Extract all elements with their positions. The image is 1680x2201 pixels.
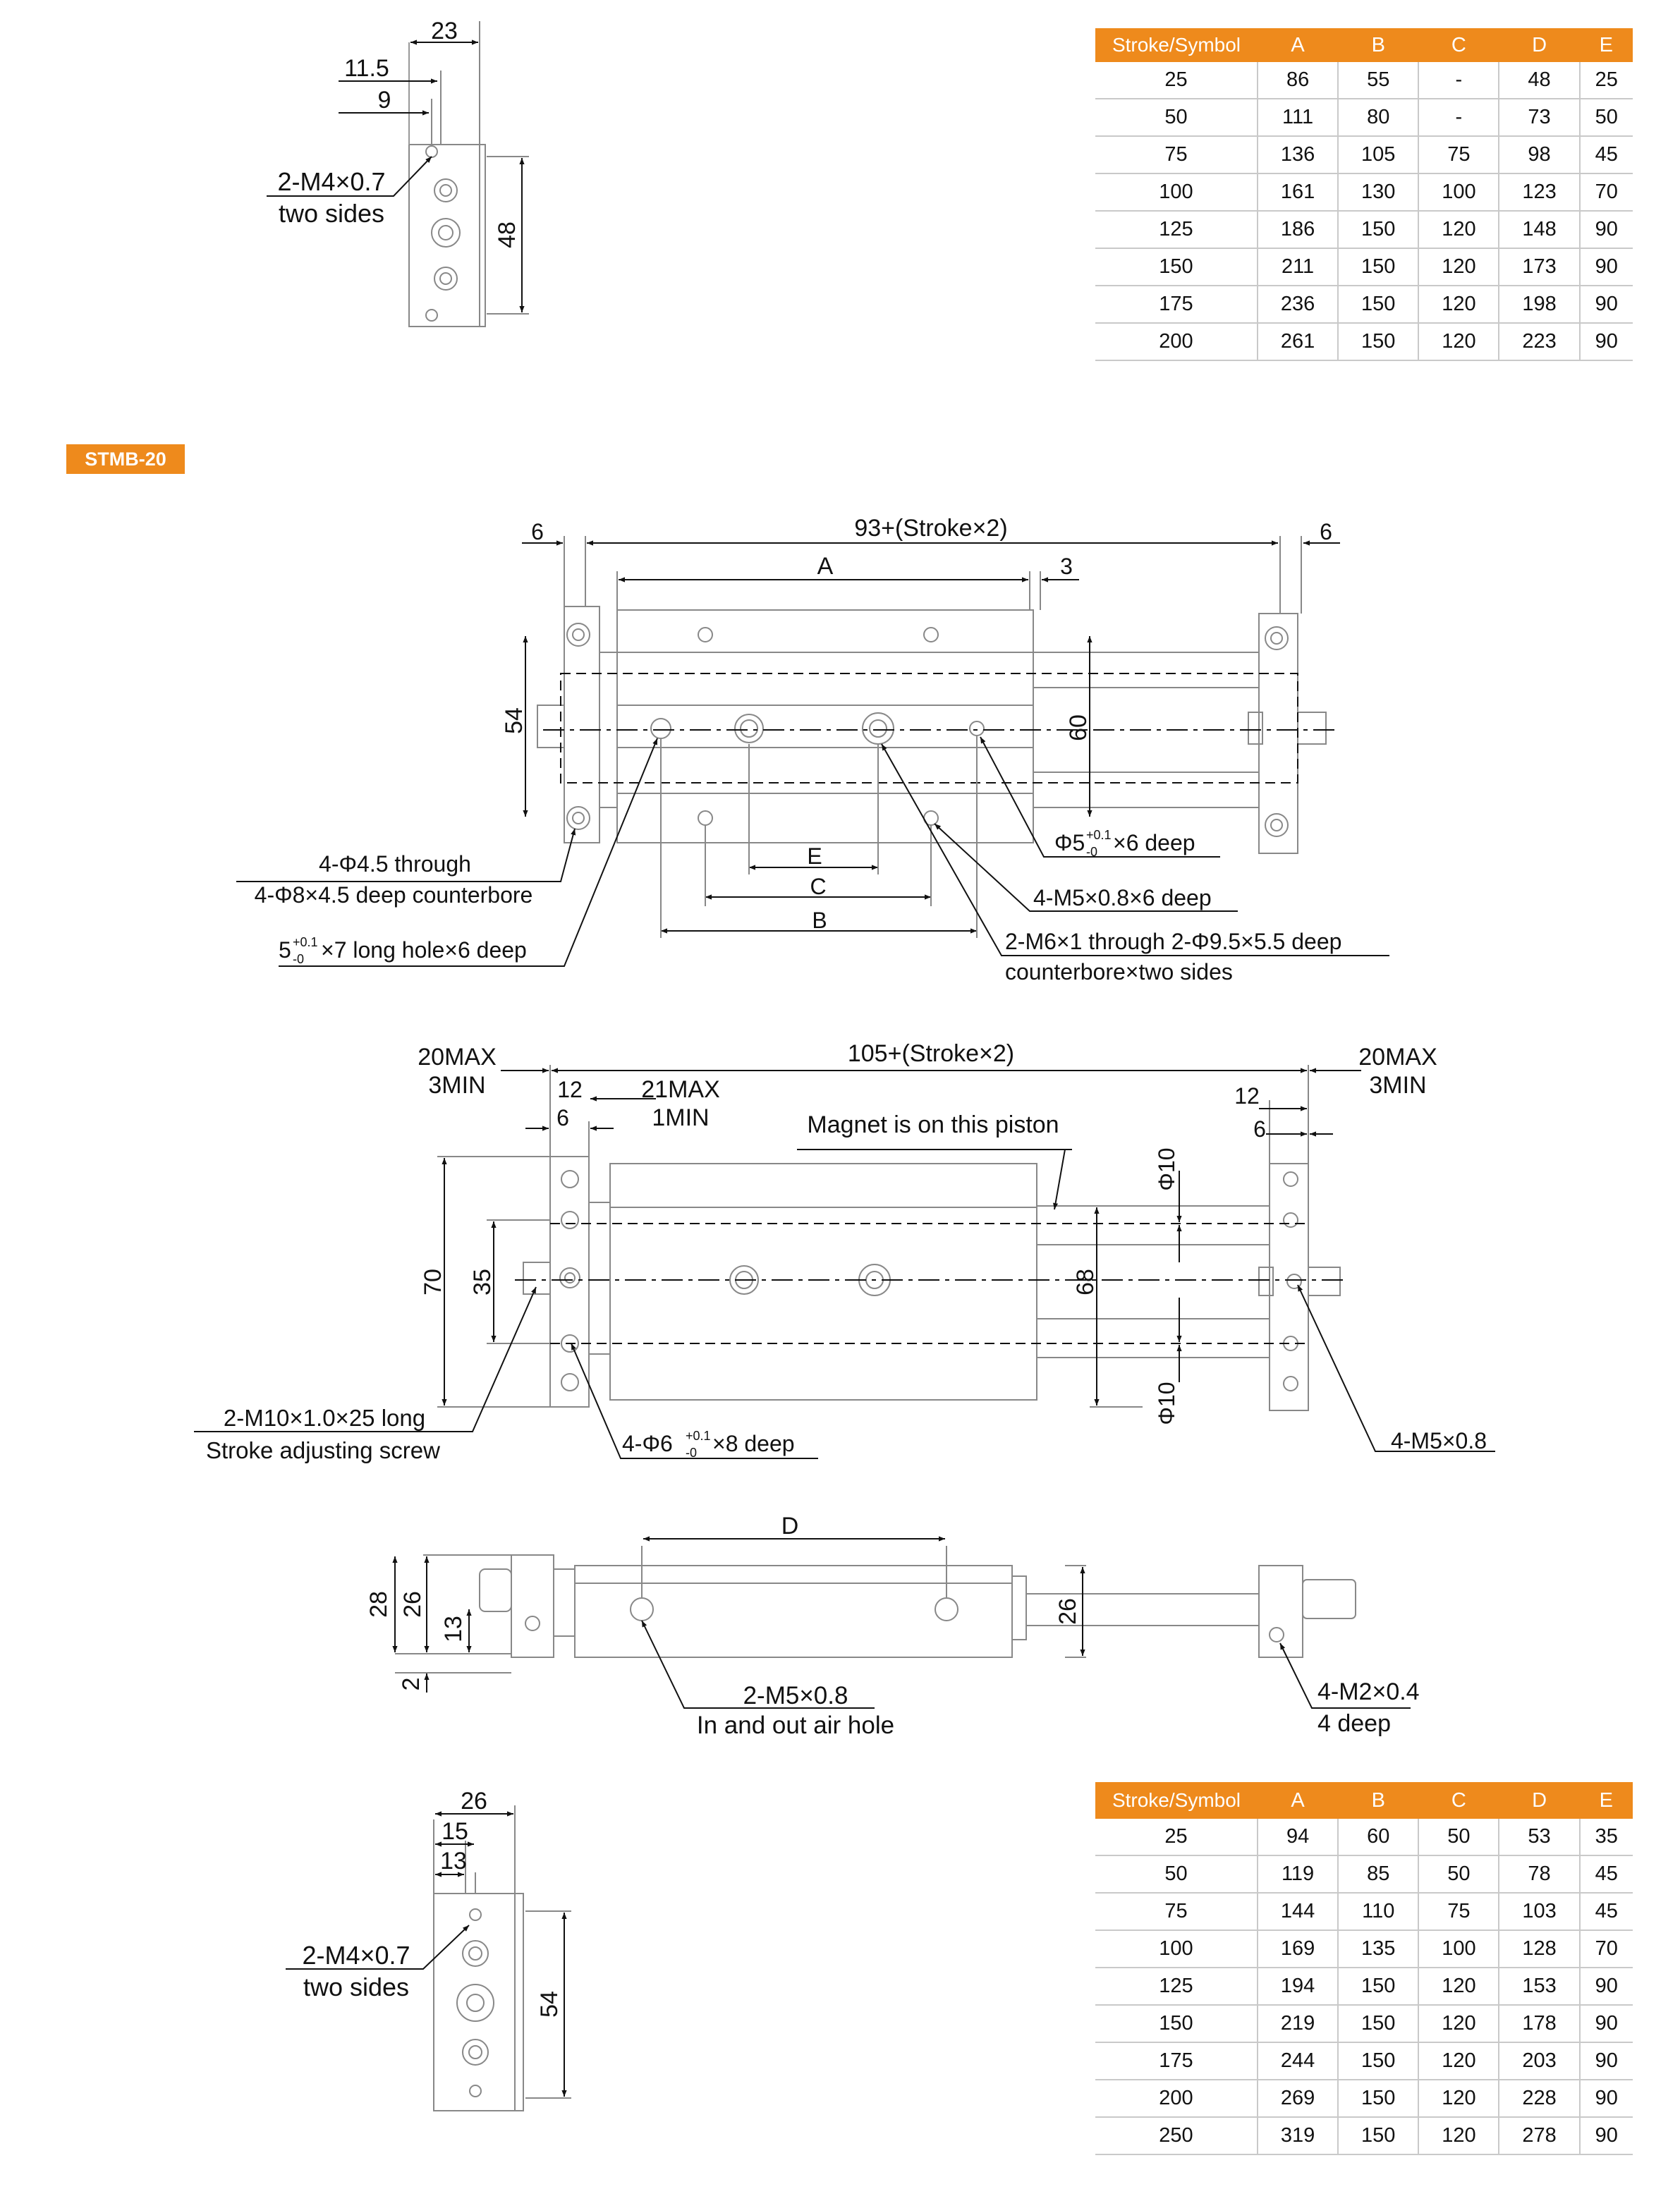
table-row xyxy=(1095,1893,1633,1930)
table-cell: 120 xyxy=(1418,211,1499,248)
table-cell: 319 xyxy=(1258,2117,1338,2154)
left-max-label: 20MAX xyxy=(418,1044,497,1071)
table-cell: 198 xyxy=(1499,286,1579,323)
table-cell: 150 xyxy=(1338,323,1418,360)
table-cell: 100 xyxy=(1095,1930,1258,1968)
table-row xyxy=(1095,1855,1633,1893)
screw-callout-2: Stroke adjusting screw xyxy=(206,1437,440,1463)
right-max-label: 20MAX xyxy=(1358,1044,1437,1071)
table-cell: 136 xyxy=(1258,136,1338,173)
table-cell: 125 xyxy=(1095,1968,1258,2005)
bottom-end-callout-line2: two sides xyxy=(303,1973,410,2001)
table-cell: 45 xyxy=(1580,1855,1633,1893)
table-row xyxy=(1095,286,1633,323)
dimension-table-2 xyxy=(1095,1782,1633,2155)
table-cell: 135 xyxy=(1338,1930,1418,1968)
table-row xyxy=(1095,2080,1633,2117)
top-end-view xyxy=(409,21,529,327)
table-cell: - xyxy=(1418,62,1499,99)
air-hole-callout-1: 2-M5×0.8 xyxy=(743,1682,848,1709)
top-view-dashed xyxy=(543,673,1340,783)
table-cell: 25 xyxy=(1095,1819,1258,1855)
phi6-callout-tol-up: +0.1 xyxy=(686,1429,711,1443)
front-view xyxy=(395,1555,1356,1673)
long-hole-callout-base: 5 xyxy=(279,937,291,963)
side-view-dashed xyxy=(515,1224,1347,1343)
table-cell: 120 xyxy=(1418,2042,1499,2080)
long-hole-callout-text: ×7 long hole×6 deep xyxy=(321,937,527,963)
table-cell: 120 xyxy=(1418,2080,1499,2117)
table-cell: 55 xyxy=(1338,62,1418,99)
side-dim-12: 12 xyxy=(557,1077,583,1102)
table-cell: 194 xyxy=(1258,1968,1338,2005)
magnet-note: Magnet is on this piston xyxy=(807,1111,1059,1138)
table-header-row xyxy=(1095,1782,1633,1819)
table-cell: 119 xyxy=(1258,1855,1338,1893)
table-cell: 75 xyxy=(1095,1893,1258,1930)
table-cell: 75 xyxy=(1095,136,1258,173)
side-dim-phi10-top: Φ10 xyxy=(1154,1147,1179,1191)
m2-callout-2: 4 deep xyxy=(1317,1710,1391,1737)
table-header-cell: C xyxy=(1418,28,1499,62)
top-view-dim-right-6: 6 xyxy=(1320,519,1332,544)
table-cell: 53 xyxy=(1499,1819,1579,1855)
table-cell: 70 xyxy=(1580,1930,1633,1968)
table-cell: 150 xyxy=(1338,1968,1418,2005)
table-cell: 200 xyxy=(1095,2080,1258,2117)
mid-max-label: 21MAX xyxy=(641,1076,720,1103)
dim-23-label: 23 xyxy=(431,18,458,44)
table-row xyxy=(1095,1968,1633,2005)
dim-48-label: 48 xyxy=(494,221,521,248)
top-view-dim-B: B xyxy=(812,908,827,933)
table-header-cell: C xyxy=(1418,1782,1499,1819)
table-cell: 110 xyxy=(1338,1893,1418,1930)
side-m5-callout: 4-M5×0.8 xyxy=(1390,1428,1487,1453)
table-cell: 169 xyxy=(1258,1930,1338,1968)
front-dim-13: 13 xyxy=(440,1616,467,1642)
table-cell: 153 xyxy=(1499,1968,1579,2005)
table-row xyxy=(1095,62,1633,99)
table-cell: 150 xyxy=(1095,248,1258,286)
table-cell: 100 xyxy=(1418,173,1499,211)
phi5-callout-tol-up: +0.1 xyxy=(1086,828,1112,842)
air-hole-callout-2: In and out air hole xyxy=(696,1712,895,1739)
table-cell: 278 xyxy=(1499,2117,1579,2154)
table-row xyxy=(1095,2117,1633,2154)
table-cell: 85 xyxy=(1338,1855,1418,1893)
table-row xyxy=(1095,211,1633,248)
table-cell: 50 xyxy=(1418,1855,1499,1893)
table-cell: 98 xyxy=(1499,136,1579,173)
left-min-label: 3MIN xyxy=(428,1072,486,1099)
m2-callout-1: 4-M2×0.4 xyxy=(1317,1678,1420,1705)
table-cell: 90 xyxy=(1580,2042,1633,2080)
table-cell: 150 xyxy=(1338,211,1418,248)
table-cell: 78 xyxy=(1499,1855,1579,1893)
table-row xyxy=(1095,99,1633,136)
table-cell: 150 xyxy=(1338,2005,1418,2042)
front-dim-2: 2 xyxy=(398,1677,425,1691)
through-hole-callout-2: 4-Φ8×4.5 deep counterbore xyxy=(254,882,533,908)
top-view-dim-E: E xyxy=(807,843,822,869)
table-cell: 100 xyxy=(1418,1930,1499,1968)
table-cell: 269 xyxy=(1258,2080,1338,2117)
table-cell: 120 xyxy=(1418,323,1499,360)
table-cell: 120 xyxy=(1418,286,1499,323)
table-row xyxy=(1095,136,1633,173)
table-cell: 90 xyxy=(1580,323,1633,360)
table-header-cell: Stroke/Symbol xyxy=(1095,28,1258,62)
table-cell: - xyxy=(1418,99,1499,136)
table-cell: 130 xyxy=(1338,173,1418,211)
table-cell: 105 xyxy=(1338,136,1418,173)
m5-callout: 4-M5×0.8×6 deep xyxy=(1033,885,1212,910)
table-cell: 48 xyxy=(1499,62,1579,99)
table-cell: 94 xyxy=(1258,1819,1338,1855)
table-cell: 150 xyxy=(1095,2005,1258,2042)
table-cell: 123 xyxy=(1499,173,1579,211)
bottom-dim-26: 26 xyxy=(461,1788,487,1815)
table-cell: 50 xyxy=(1418,1819,1499,1855)
phi6-callout-rest: ×8 deep xyxy=(712,1431,795,1456)
table-cell: 45 xyxy=(1580,1893,1633,1930)
table-cell: 90 xyxy=(1580,286,1633,323)
table-cell: 150 xyxy=(1338,248,1418,286)
table-cell: 236 xyxy=(1258,286,1338,323)
phi6-callout-base: 4-Φ6 xyxy=(622,1431,673,1456)
top-view-dim-left-6: 6 xyxy=(531,519,544,544)
table-header-cell: E xyxy=(1580,28,1633,62)
right-min-label: 3MIN xyxy=(1369,1072,1427,1099)
side-dim-total: 105+(Stroke×2) xyxy=(847,1040,1015,1067)
phi5-callout-tol-dn: -0 xyxy=(1086,845,1098,859)
table-row xyxy=(1095,2005,1633,2042)
dim-11-5-label: 11.5 xyxy=(344,55,389,82)
table-cell: 223 xyxy=(1499,323,1579,360)
top-view-dim-total: 93+(Stroke×2) xyxy=(854,515,1008,542)
table-cell: 150 xyxy=(1338,2080,1418,2117)
table-cell: 175 xyxy=(1095,2042,1258,2080)
table-row xyxy=(1095,323,1633,360)
side-dim-right-6: 6 xyxy=(1253,1116,1266,1142)
table-cell: 35 xyxy=(1580,1819,1633,1855)
long-hole-callout-tol-dn: -0 xyxy=(293,952,305,966)
bottom-dim-13: 13 xyxy=(440,1848,467,1874)
model-badge: STMB-20 xyxy=(66,444,185,474)
m6-callout-1: 2-M6×1 through 2-Φ9.5×5.5 deep xyxy=(1005,929,1342,954)
side-dim-6: 6 xyxy=(556,1105,569,1130)
table-cell: 244 xyxy=(1258,2042,1338,2080)
table-header-cell: D xyxy=(1499,1782,1579,1819)
table-row xyxy=(1095,1819,1633,1855)
table-cell: 73 xyxy=(1499,99,1579,136)
table-cell: 100 xyxy=(1095,173,1258,211)
front-dim-26-left: 26 xyxy=(399,1591,426,1618)
top-view-dim-54: 54 xyxy=(501,707,528,734)
table-cell: 120 xyxy=(1418,2005,1499,2042)
table-row xyxy=(1095,248,1633,286)
table-cell: 150 xyxy=(1338,286,1418,323)
dimension-table-1 xyxy=(1095,28,1633,361)
phi5-callout-base: Φ5 xyxy=(1054,830,1085,855)
table-cell: 178 xyxy=(1499,2005,1579,2042)
table-cell: 86 xyxy=(1258,62,1338,99)
table-cell: 150 xyxy=(1338,2117,1418,2154)
table-row xyxy=(1095,2042,1633,2080)
side-dim-70: 70 xyxy=(420,1269,446,1295)
table-cell: 90 xyxy=(1580,2005,1633,2042)
table-cell: 228 xyxy=(1499,2080,1579,2117)
screw-callout-1: 2-M10×1.0×25 long xyxy=(223,1405,426,1431)
mid-min-label: 1MIN xyxy=(652,1104,710,1131)
top-view-dim-A: A xyxy=(817,553,834,580)
top-view xyxy=(537,536,1326,853)
table-cell: 90 xyxy=(1580,211,1633,248)
table-cell: 50 xyxy=(1095,1855,1258,1893)
table-cell: 250 xyxy=(1095,2117,1258,2154)
table-cell: 120 xyxy=(1418,248,1499,286)
table-cell: 175 xyxy=(1095,286,1258,323)
table-header-cell: B xyxy=(1338,1782,1418,1819)
table-header-cell: D xyxy=(1499,28,1579,62)
table-row xyxy=(1095,1930,1633,1968)
side-dim-68: 68 xyxy=(1072,1269,1099,1295)
table-cell: 150 xyxy=(1338,2042,1418,2080)
table-cell: 128 xyxy=(1499,1930,1579,1968)
top-end-callout-line2: two sides xyxy=(278,199,385,228)
table-cell: 161 xyxy=(1258,173,1338,211)
table-cell: 80 xyxy=(1338,99,1418,136)
table-cell: 70 xyxy=(1580,173,1633,211)
top-end-callout-line1: 2-M4×0.7 xyxy=(277,167,386,196)
table-cell: 90 xyxy=(1580,2080,1633,2117)
m6-callout-2: counterbore×two sides xyxy=(1005,959,1233,984)
table-cell: 144 xyxy=(1258,1893,1338,1930)
table-cell: 120 xyxy=(1418,2117,1499,2154)
table-header-cell: A xyxy=(1258,1782,1338,1819)
front-dim-D: D xyxy=(781,1513,799,1540)
side-dim-right-12: 12 xyxy=(1234,1083,1260,1109)
front-dim-28: 28 xyxy=(365,1591,392,1618)
table-cell: 120 xyxy=(1418,1968,1499,2005)
table-cell: 90 xyxy=(1580,1968,1633,2005)
table-cell: 25 xyxy=(1580,62,1633,99)
table-cell: 200 xyxy=(1095,323,1258,360)
bottom-end-callout-line1: 2-M4×0.7 xyxy=(302,1941,410,1970)
table-cell: 90 xyxy=(1580,248,1633,286)
table-cell: 90 xyxy=(1580,2117,1633,2154)
front-dim-26-right: 26 xyxy=(1054,1598,1081,1625)
table-header-cell: B xyxy=(1338,28,1418,62)
table-cell: 103 xyxy=(1499,1893,1579,1930)
table-header-cell: E xyxy=(1580,1782,1633,1819)
dim-9-label: 9 xyxy=(377,87,391,114)
table-cell: 25 xyxy=(1095,62,1258,99)
bottom-dim-54: 54 xyxy=(536,1991,563,2018)
table-row xyxy=(1095,173,1633,211)
table-cell: 111 xyxy=(1258,99,1338,136)
table-cell: 125 xyxy=(1095,211,1258,248)
table-cell: 219 xyxy=(1258,2005,1338,2042)
top-view-dim-C: C xyxy=(810,874,827,899)
through-hole-callout-1: 4-Φ4.5 through xyxy=(319,851,471,877)
table-cell: 50 xyxy=(1095,99,1258,136)
table-header-cell: A xyxy=(1258,28,1338,62)
table-cell: 173 xyxy=(1499,248,1579,286)
table-cell: 45 xyxy=(1580,136,1633,173)
table-cell: 60 xyxy=(1338,1819,1418,1855)
table-cell: 75 xyxy=(1418,1893,1499,1930)
side-dim-35: 35 xyxy=(469,1269,496,1295)
table-cell: 50 xyxy=(1580,99,1633,136)
table-cell: 75 xyxy=(1418,136,1499,173)
table-cell: 203 xyxy=(1499,2042,1579,2080)
table-cell: 261 xyxy=(1258,323,1338,360)
top-view-dim-3: 3 xyxy=(1060,554,1073,579)
table-header-row xyxy=(1095,28,1633,62)
table-cell: 211 xyxy=(1258,248,1338,286)
table-cell: 148 xyxy=(1499,211,1579,248)
long-hole-callout-tol-up: +0.1 xyxy=(293,935,318,949)
phi5-callout-rest: ×6 deep xyxy=(1113,830,1195,855)
side-dim-phi10-bottom: Φ10 xyxy=(1154,1382,1179,1425)
top-view-dim-60: 60 xyxy=(1065,714,1092,741)
table-cell: 186 xyxy=(1258,211,1338,248)
phi6-callout-tol-dn: -0 xyxy=(686,1446,698,1460)
bottom-dim-15: 15 xyxy=(442,1818,468,1845)
table-header-cell: Stroke/Symbol xyxy=(1095,1782,1258,1819)
